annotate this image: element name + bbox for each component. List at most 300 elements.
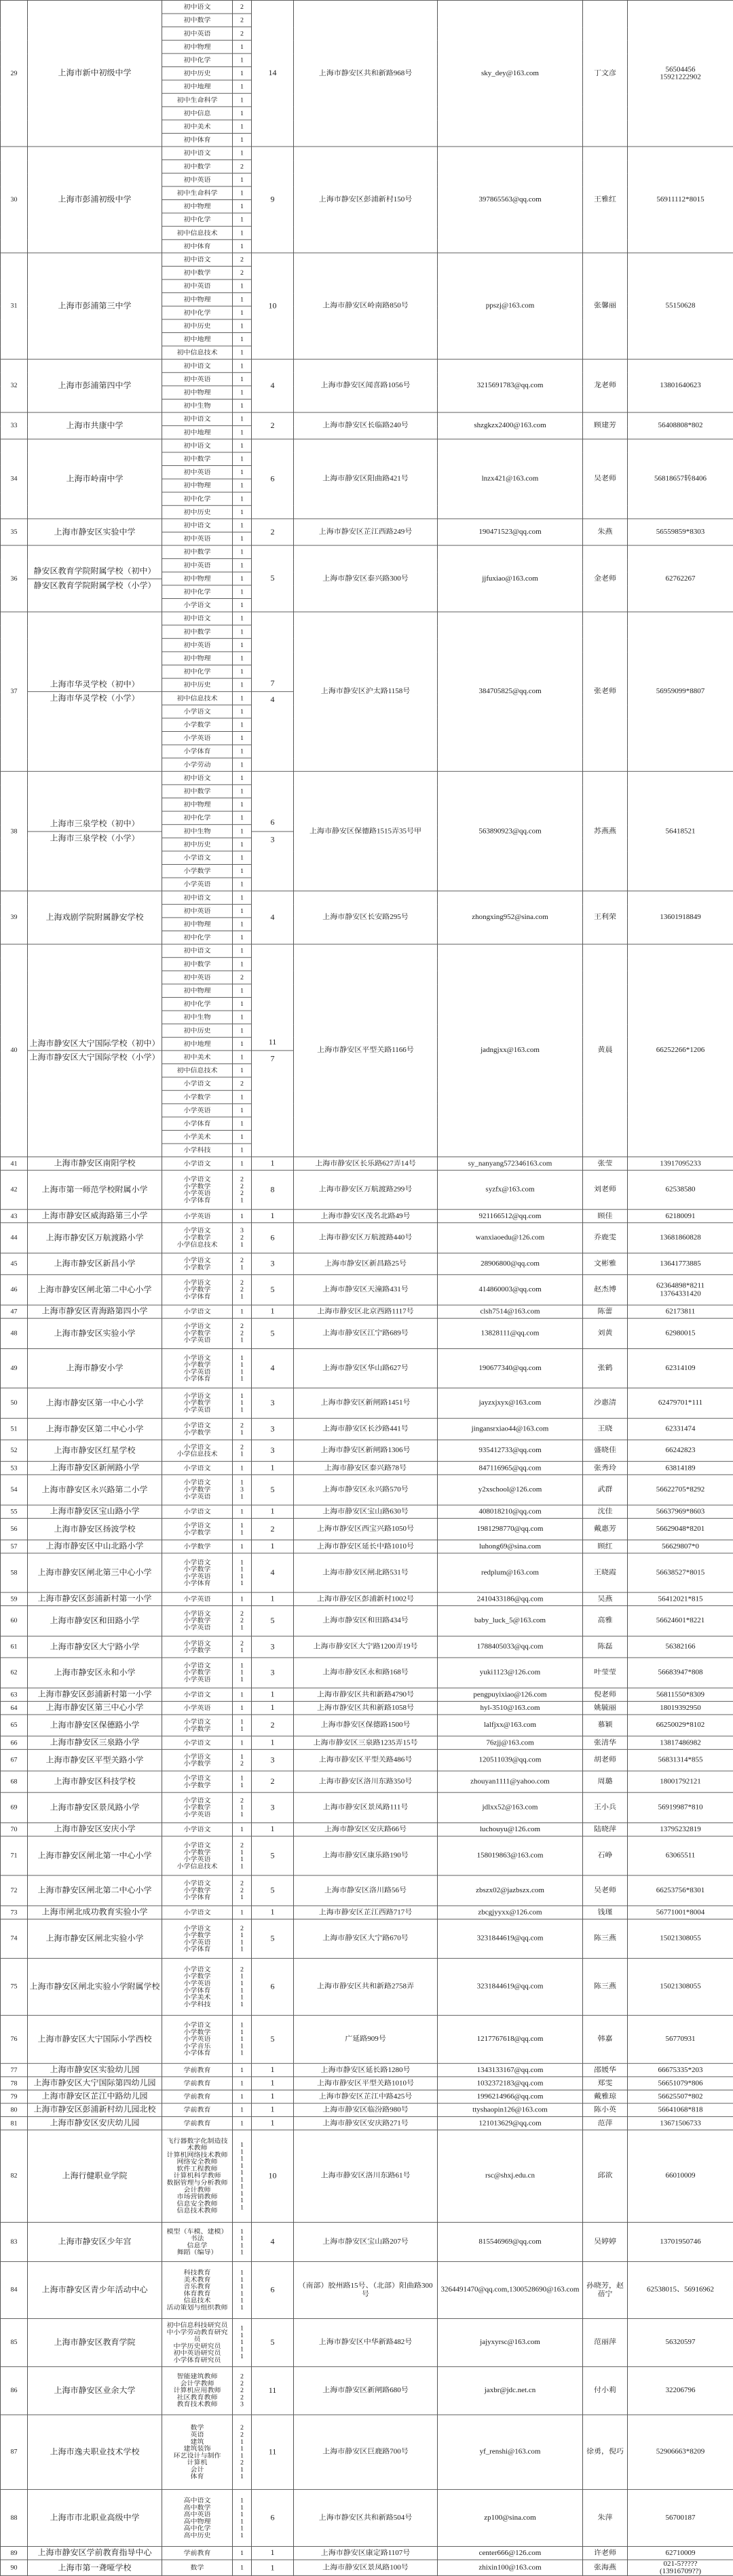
school-email: luchouyu@126.com — [438, 1823, 583, 1837]
subject-count: 1 — [233, 1104, 252, 1117]
school-name: 上海市静安区平型关路小学 — [28, 1749, 162, 1771]
school-name: 上海市静安区芷江中路幼儿园 — [28, 2090, 162, 2103]
subject-name: 小学语文 — [162, 1823, 233, 1837]
subject-count: 1 — [233, 665, 252, 678]
subject-count: 2 1 — [233, 1253, 252, 1275]
row-number: 32 — [1, 359, 28, 412]
school-address: 上海市静安区岭南路850号 — [294, 253, 438, 359]
table-row — [1, 1658, 733, 1688]
subject-name: 小学语文 小学数学 小学英语 小学体育 — [162, 1170, 233, 1209]
subject-count: 1 — [233, 1505, 252, 1519]
school-name-primary: 上海市华灵学校（初中） — [50, 680, 140, 689]
total-count: 11 — [252, 2415, 294, 2489]
subject-count: 1 — [233, 80, 252, 94]
row-number: 43 — [1, 1209, 28, 1223]
total-count: 1 — [252, 1701, 294, 1715]
subject-name: 小学语文 小学数学 — [162, 1418, 233, 1440]
total-count: 5 — [252, 1875, 294, 1906]
subject-count: 1 — [233, 559, 252, 572]
total-count: 1 — [252, 2103, 294, 2117]
subject-count: 2 2 1 — [233, 1319, 252, 1349]
school-email: pengpuyixiao@126.com — [438, 1688, 583, 1702]
row-number: 68 — [1, 1771, 28, 1793]
contact-person: 慕颖 — [583, 1715, 628, 1736]
subject-name: 小学语文 — [162, 598, 233, 612]
school-name — [28, 771, 162, 891]
subject-count: 1 — [233, 147, 252, 160]
school-name: 上海市第一师范学校附属小学 — [28, 1170, 162, 1209]
subject-name: 初中物理 — [162, 572, 233, 585]
school-name: 上海市静安区大宁国际小学西校 — [28, 2015, 162, 2063]
school-name — [28, 944, 162, 1157]
contact-phone: 52906663*8209 — [628, 2415, 733, 2489]
subject-name: 小学语文 小学数学 小学体育 — [162, 1875, 233, 1906]
table-row — [1, 2261, 733, 2318]
school-name: 上海市第一聋哑学校 — [28, 2560, 162, 2576]
subject-count: 1 1 1 1 1 1 1 1 1 1 — [233, 2130, 252, 2222]
table-row — [1, 1274, 733, 1305]
school-email: 1788405033@qq.com — [438, 1636, 583, 1658]
total-count: 2 — [252, 1715, 294, 1736]
total-count: 1 — [252, 1157, 294, 1171]
school-email: rsc@shxj.edu.cn — [438, 2130, 583, 2222]
table-row — [1, 1688, 733, 1702]
subject-name: 初中地理 — [162, 1037, 233, 1051]
school-address: 上海市静安区宝山路207号 — [294, 2223, 438, 2262]
subject-count: 2 2 2 1 — [233, 1170, 252, 1209]
school-name: 上海市共康中学 — [28, 412, 162, 439]
table-row — [1, 1209, 733, 1223]
school-email: 847116965@qq.com — [438, 1462, 583, 1475]
school-name: 上海市静安区第三中心小学 — [28, 1701, 162, 1715]
school-email: 408018210@qq.com — [438, 1505, 583, 1519]
school-address: （南部）胶州路15号、（北部）阳曲路300号 — [294, 2261, 438, 2318]
contact-phone: 56919987*810 — [628, 1793, 733, 1823]
subject-name: 模型（车模、建模） 书法 信息学 舞蹈（编导） — [162, 2223, 233, 2262]
total-count: 4 — [252, 891, 294, 944]
school-email: wanxiaoedu@126.com — [438, 1223, 583, 1253]
contact-person: 戴雅琼 — [583, 2090, 628, 2103]
subject-name: 初中数学 — [162, 160, 233, 174]
table-row — [1, 2489, 733, 2546]
table-row — [1, 2223, 733, 2262]
subject-name: 小学语文 小学数学 小学英语 小学信息技术 — [162, 1836, 233, 1875]
contact-person: 陈三燕 — [583, 1919, 628, 1958]
school-email: 3215691783@qq.com — [438, 359, 583, 412]
school-address: 上海市静安区康定路1107号 — [294, 2546, 438, 2560]
table-row — [1, 1388, 733, 1418]
subject-count: 1 — [233, 332, 252, 346]
contact-phone: 56683947*808 — [628, 1658, 733, 1688]
school-address: 上海市静安区茂名北路49号 — [294, 1209, 438, 1223]
total-count: 5 — [252, 1475, 294, 1505]
subject-name: 初中化学 — [162, 998, 233, 1011]
total-count: 5 — [252, 1919, 294, 1958]
subject-count: 1 — [233, 771, 252, 785]
table-row — [1, 2015, 733, 2063]
school-email: 815546969@qq.com — [438, 2223, 583, 2262]
row-number: 29 — [1, 0, 28, 147]
subject-count: 1 — [233, 585, 252, 599]
subject-name: 初中英语 — [162, 372, 233, 386]
subject-name: 初中语文 — [162, 891, 233, 905]
table-row — [1, 891, 733, 905]
total-count: 8 — [252, 1170, 294, 1209]
contact-phone: 56418521 — [628, 771, 733, 891]
contact-phone: 15021308055 — [628, 1958, 733, 2015]
row-number: 46 — [1, 1274, 28, 1305]
row-number: 75 — [1, 1958, 28, 2015]
subject-count: 2 1 — [233, 1440, 252, 1462]
row-number: 90 — [1, 2560, 28, 2576]
total-count: 3 — [252, 1418, 294, 1440]
school-email: center666@126.com — [438, 2546, 583, 2560]
subject-count: 1 1 1 — [233, 1658, 252, 1688]
contact-phone: 13641773885 — [628, 1253, 733, 1275]
total-count: 1 — [252, 1505, 294, 1519]
row-number: 65 — [1, 1715, 28, 1736]
subject-count: 1 — [233, 705, 252, 718]
subject-count: 2 2 1 1 1 2 1 1 — [233, 2415, 252, 2489]
subject-count: 1 — [233, 958, 252, 971]
subject-count: 1 — [233, 2063, 252, 2077]
subject-count: 1 — [233, 519, 252, 532]
subject-name: 初中信息技术 — [162, 227, 233, 240]
contact-phone: 56382166 — [628, 1636, 733, 1658]
subject-count: 1 — [233, 838, 252, 851]
table-row — [1, 1223, 733, 1253]
total-count: 1 — [252, 1906, 294, 1919]
school-address: 上海市静安区安庆路66号 — [294, 1823, 438, 1837]
table-row — [1, 1349, 733, 1388]
school-name: 上海市静安区彭浦新村幼儿园北校 — [28, 2103, 162, 2117]
subject-name: 小学语文 — [162, 1157, 233, 1171]
school-address: 上海市静安区永兴路570号 — [294, 1475, 438, 1505]
contact-phone: 56629048*8201 — [628, 1519, 733, 1540]
contact-phone: 32206796 — [628, 2366, 733, 2415]
contact-person: 郑雯 — [583, 2077, 628, 2090]
table-row — [1, 1475, 733, 1505]
school-email: 921166512@qq.com — [438, 1209, 583, 1223]
school-address: 上海市静安区彭浦新村150号 — [294, 147, 438, 253]
subject-count: 1 — [233, 40, 252, 54]
row-number: 62 — [1, 1658, 28, 1688]
subject-count: 1 — [233, 2560, 252, 2576]
row-number: 78 — [1, 2077, 28, 2090]
school-name: 上海市静安区新闸路小学 — [28, 1462, 162, 1475]
school-email: 190471523@qq.com — [438, 519, 583, 545]
school-email: redplum@163.com — [438, 1553, 583, 1593]
contact-phone: 62710009 — [628, 2546, 733, 2560]
school-address: 上海市静安区平型关路1166号 — [294, 944, 438, 1157]
table-row — [1, 1505, 733, 1519]
school-address: 上海市静安区康乐路190号 — [294, 1836, 438, 1875]
subject-name: 小学体育 — [162, 1117, 233, 1131]
contact-phone: 56651079*806 — [628, 2077, 733, 2090]
subject-count: 1 — [233, 998, 252, 1011]
school-name: 上海市静安区业余大学 — [28, 2366, 162, 2415]
school-address: 上海市静安区万航渡路299号 — [294, 1170, 438, 1209]
contact-phone: 66253756*8301 — [628, 1875, 733, 1906]
contact-phone: 56831314*855 — [628, 1749, 733, 1771]
contact-phone: 56770931 — [628, 2015, 733, 2063]
subject-name: 初中语文 — [162, 412, 233, 426]
school-email: yuki1123@126.com — [438, 1658, 583, 1688]
total-count-primary: 6 — [270, 818, 275, 827]
contact-phone: 13701950746 — [628, 2223, 733, 2262]
school-email: zp100@sina.com — [438, 2489, 583, 2546]
school-name: 上海市静安区安庆幼儿园 — [28, 2117, 162, 2130]
subject-name: 小学语文 小学数学 — [162, 1715, 233, 1736]
school-name: 上海市静安区宝山路小学 — [28, 1505, 162, 1519]
school-address: 上海市静安区延长路1280号 — [294, 2063, 438, 2077]
subject-count: 1 — [233, 173, 252, 187]
school-email: sy_nanyang572346163.com — [438, 1157, 583, 1171]
school-name-secondary: 静安区教育学院附属学校（小学） — [28, 579, 162, 593]
school-name: 上海市静安区青少年活动中心 — [28, 2261, 162, 2318]
contact-person: 刘黄 — [583, 1319, 628, 1349]
subject-count: 1 — [233, 279, 252, 293]
row-number: 66 — [1, 1736, 28, 1750]
subject-name: 小学语文 小学数学 小学英语 小学体育 — [162, 1553, 233, 1593]
school-email: luhong69@sina.com — [438, 1540, 583, 1553]
subject-name: 小学语文 — [162, 1505, 233, 1519]
contact-person: 陈蕾 — [583, 1305, 628, 1319]
total-count-secondary: 7 — [252, 1050, 293, 1066]
row-number: 67 — [1, 1749, 28, 1771]
school-name: 上海市静安小学 — [28, 1349, 162, 1388]
school-address: 上海市静安区安庆路271号 — [294, 2117, 438, 2130]
subject-name: 学前教育 — [162, 2103, 233, 2117]
school-email: jaxbr@jdc.net.cn — [438, 2366, 583, 2415]
subject-name: 初中信息技术 — [162, 1064, 233, 1078]
row-number: 30 — [1, 147, 28, 253]
table-row — [1, 1462, 733, 1475]
subject-name: 学前教育 — [162, 2546, 233, 2560]
total-count: 10 — [252, 2130, 294, 2222]
school-address: 上海市静安区共和新路968号 — [294, 0, 438, 147]
subject-name: 小学语文 小学数学 小学英语 — [162, 1793, 233, 1823]
contact-person: 顾建芳 — [583, 412, 628, 439]
subject-count: 1 — [233, 572, 252, 585]
subject-name: 小学语文 小学数学 — [162, 1519, 233, 1540]
subject-count: 1 — [233, 66, 252, 80]
subject-name: 初中语文 — [162, 0, 233, 14]
row-number: 85 — [1, 2318, 28, 2366]
school-email: zhongxing952@sina.com — [438, 891, 583, 944]
contact-person: 张鹤 — [583, 1349, 628, 1388]
school-address: 上海市静安区闸北路531号 — [294, 1553, 438, 1593]
subject-name: 学前教育 — [162, 2077, 233, 2090]
school-name: 上海市静安区南阳学校 — [28, 1157, 162, 1171]
subject-count: 1 1 — [233, 1715, 252, 1736]
subject-count: 1 — [233, 2090, 252, 2103]
contact-person: 倪老师 — [583, 1688, 628, 1702]
row-number: 81 — [1, 2117, 28, 2130]
subject-count: 2 1 1 1 — [233, 1919, 252, 1958]
school-address: 上海市静安区平型关路1010号 — [294, 2077, 438, 2090]
school-name: 上海市岭南中学 — [28, 439, 162, 519]
total-count-primary: 7 — [270, 678, 275, 688]
subject-name: 初中化学 — [162, 811, 233, 825]
school-name-primary: 上海市静安区大宁国际学校（初中） — [29, 1038, 160, 1048]
total-count: 1 — [252, 2063, 294, 2077]
subject-name: 初中语文 — [162, 253, 233, 267]
subject-count: 2 1 1 1 1 1 — [233, 1958, 252, 2015]
total-count: 1 — [252, 2077, 294, 2090]
school-name: 上海市静安区威海路第三小学 — [28, 1209, 162, 1223]
row-number: 60 — [1, 1605, 28, 1636]
subject-name: 小学英语 — [162, 1209, 233, 1223]
total-count: 1 — [252, 1823, 294, 1837]
school-email: jajyxyrsc@163.com — [438, 2318, 583, 2366]
school-name: 上海市静安区闸北实验小学 — [28, 1919, 162, 1958]
school-name: 上海市静安区大宁国际第四幼儿园 — [28, 2077, 162, 2090]
subject-count: 1 — [233, 106, 252, 120]
contact-phone: 62479701*111 — [628, 1388, 733, 1418]
subject-count: 1 — [233, 293, 252, 307]
contact-phone: 56412021*815 — [628, 1593, 733, 1606]
contact-person: 许老师 — [583, 2546, 628, 2560]
subject-name: 小学语文 — [162, 705, 233, 718]
school-name-secondary: 上海市三泉学校（小学） — [28, 831, 162, 845]
row-number: 34 — [1, 439, 28, 519]
row-number: 69 — [1, 1793, 28, 1823]
total-count: 1 — [252, 1462, 294, 1475]
school-address: 上海市静安区华山路627号 — [294, 1349, 438, 1388]
school-email: zhouyan1111@yahoo.com — [438, 1771, 583, 1793]
row-number: 55 — [1, 1505, 28, 1519]
subject-name: 高中语文 高中数学 高中英语 高中物理 高中化学 高中历史 — [162, 2489, 233, 2546]
school-email: 563890923@qq.com — [438, 771, 583, 891]
subject-count: 1 — [233, 412, 252, 426]
table-row — [1, 2366, 733, 2415]
contact-person: 张清华 — [583, 1736, 628, 1750]
contact-phone: 63814189 — [628, 1462, 733, 1475]
subject-count: 1 — [233, 1736, 252, 1750]
contact-person: 戴惠芳 — [583, 1519, 628, 1540]
subject-name: 小学语文 小学数学 小学英语 小学体育 — [162, 1919, 233, 1958]
contact-phone: 56811550*8309 — [628, 1688, 733, 1702]
contact-person: 陈磊 — [583, 1636, 628, 1658]
subject-name: 学前教育 — [162, 2063, 233, 2077]
contact-person: 张海燕 — [583, 2560, 628, 2576]
subject-count: 1 — [233, 439, 252, 452]
subject-name: 初中语文 — [162, 359, 233, 373]
contact-person: 黄晨 — [583, 944, 628, 1157]
total-count: 1 — [252, 2090, 294, 2103]
total-count: 14 — [252, 0, 294, 147]
subject-count: 1 2 — [233, 1749, 252, 1771]
row-number: 44 — [1, 1223, 28, 1253]
subject-count: 1 — [233, 878, 252, 891]
subject-name: 小学英语 — [162, 731, 233, 745]
subject-name: 小学语文 — [162, 1077, 233, 1091]
subject-count: 1 — [233, 1131, 252, 1144]
school-email: 1032372183@qq.com — [438, 2077, 583, 2090]
subject-name: 初中信息技术 — [162, 692, 233, 705]
total-count: 1 — [252, 1593, 294, 1606]
contact-person: 范丽萍 — [583, 2318, 628, 2366]
subject-count: 1 — [233, 1701, 252, 1715]
contact-phone: 66010009 — [628, 2130, 733, 2222]
school-email: y2xschool@126.com — [438, 1475, 583, 1505]
school-email: jayzxjxyx@163.com — [438, 1388, 583, 1418]
contact-phone: 66242823 — [628, 1440, 733, 1462]
subject-count: 1 — [233, 745, 252, 758]
subject-count: 2 — [233, 266, 252, 279]
subject-count: 2 1 1 — [233, 1793, 252, 1823]
total-count — [252, 944, 294, 1157]
school-address: 上海市静安区新昌路25号 — [294, 1253, 438, 1275]
contact-person: 张秀玲 — [583, 1462, 628, 1475]
subject-name: 初中物理 — [162, 386, 233, 399]
row-number: 45 — [1, 1253, 28, 1275]
subject-count: 1 — [233, 1157, 252, 1171]
table-row — [1, 1593, 733, 1606]
contact-person: 金老师 — [583, 545, 628, 612]
contact-phone: 56771001*8004 — [628, 1906, 733, 1919]
school-name: 上海市静安区彭浦新村第一小学 — [28, 1593, 162, 1606]
school-name: 上海市静安区和田路小学 — [28, 1605, 162, 1636]
subject-count: 1 — [233, 1037, 252, 1051]
school-address: 上海市静安区泰兴路78号 — [294, 1462, 438, 1475]
row-number: 72 — [1, 1875, 28, 1906]
subject-name: 学前教育 — [162, 2090, 233, 2103]
contact-person: 王小兵 — [583, 1793, 628, 1823]
school-address: 上海市静安区长临路240号 — [294, 412, 438, 439]
subject-count: 1 — [233, 1011, 252, 1024]
subject-name: 初中历史 — [162, 66, 233, 80]
table-row — [1, 1157, 733, 1171]
subject-name: 数学 — [162, 2560, 233, 2576]
school-email: 1981298770@qq.com — [438, 1519, 583, 1540]
school-address: 上海市静安区新闸路1306号 — [294, 1440, 438, 1462]
row-number: 59 — [1, 1593, 28, 1606]
school-address: 上海市静安区宝山路630号 — [294, 1505, 438, 1519]
contact-person: 徐勇，倪巧 — [583, 2415, 628, 2489]
school-address: 上海市静安区三泉路1235弄15号 — [294, 1736, 438, 1750]
total-count: 4 — [252, 1553, 294, 1593]
subject-name: 初中英语 — [162, 532, 233, 545]
subject-name: 初中英语 — [162, 173, 233, 187]
school-address: 上海市静安区万航渡路440号 — [294, 1223, 438, 1253]
subject-count: 1 — [233, 545, 252, 559]
subject-count: 1 — [233, 359, 252, 373]
total-count: 1 — [252, 2560, 294, 2576]
contact-person: 文彬雅 — [583, 1253, 628, 1275]
subject-name: 初中美术 — [162, 1051, 233, 1064]
total-count — [252, 771, 294, 891]
school-email: 397865563@qq.com — [438, 147, 583, 253]
row-number: 63 — [1, 1688, 28, 1702]
subject-count: 1 — [233, 199, 252, 213]
subject-name: 小学美术 — [162, 1131, 233, 1144]
contact-person: 姚毓丽 — [583, 1701, 628, 1715]
table-row — [1, 147, 733, 160]
subject-name: 小学语文 小学数学 小学英语 小学音乐 小学体育 — [162, 2015, 233, 2063]
total-count: 3 — [252, 1749, 294, 1771]
subject-name: 初中历史 — [162, 1024, 233, 1038]
row-number: 51 — [1, 1418, 28, 1440]
total-count: 2 — [252, 519, 294, 545]
subject-count: 1 — [233, 1540, 252, 1553]
contact-phone: 56629807*0 — [628, 1540, 733, 1553]
table-row — [1, 1519, 733, 1540]
total-count: 3 — [252, 1253, 294, 1275]
subject-count: 1 — [233, 399, 252, 412]
subject-name: 小学语文 小学数学 小学英语 — [162, 1319, 233, 1349]
